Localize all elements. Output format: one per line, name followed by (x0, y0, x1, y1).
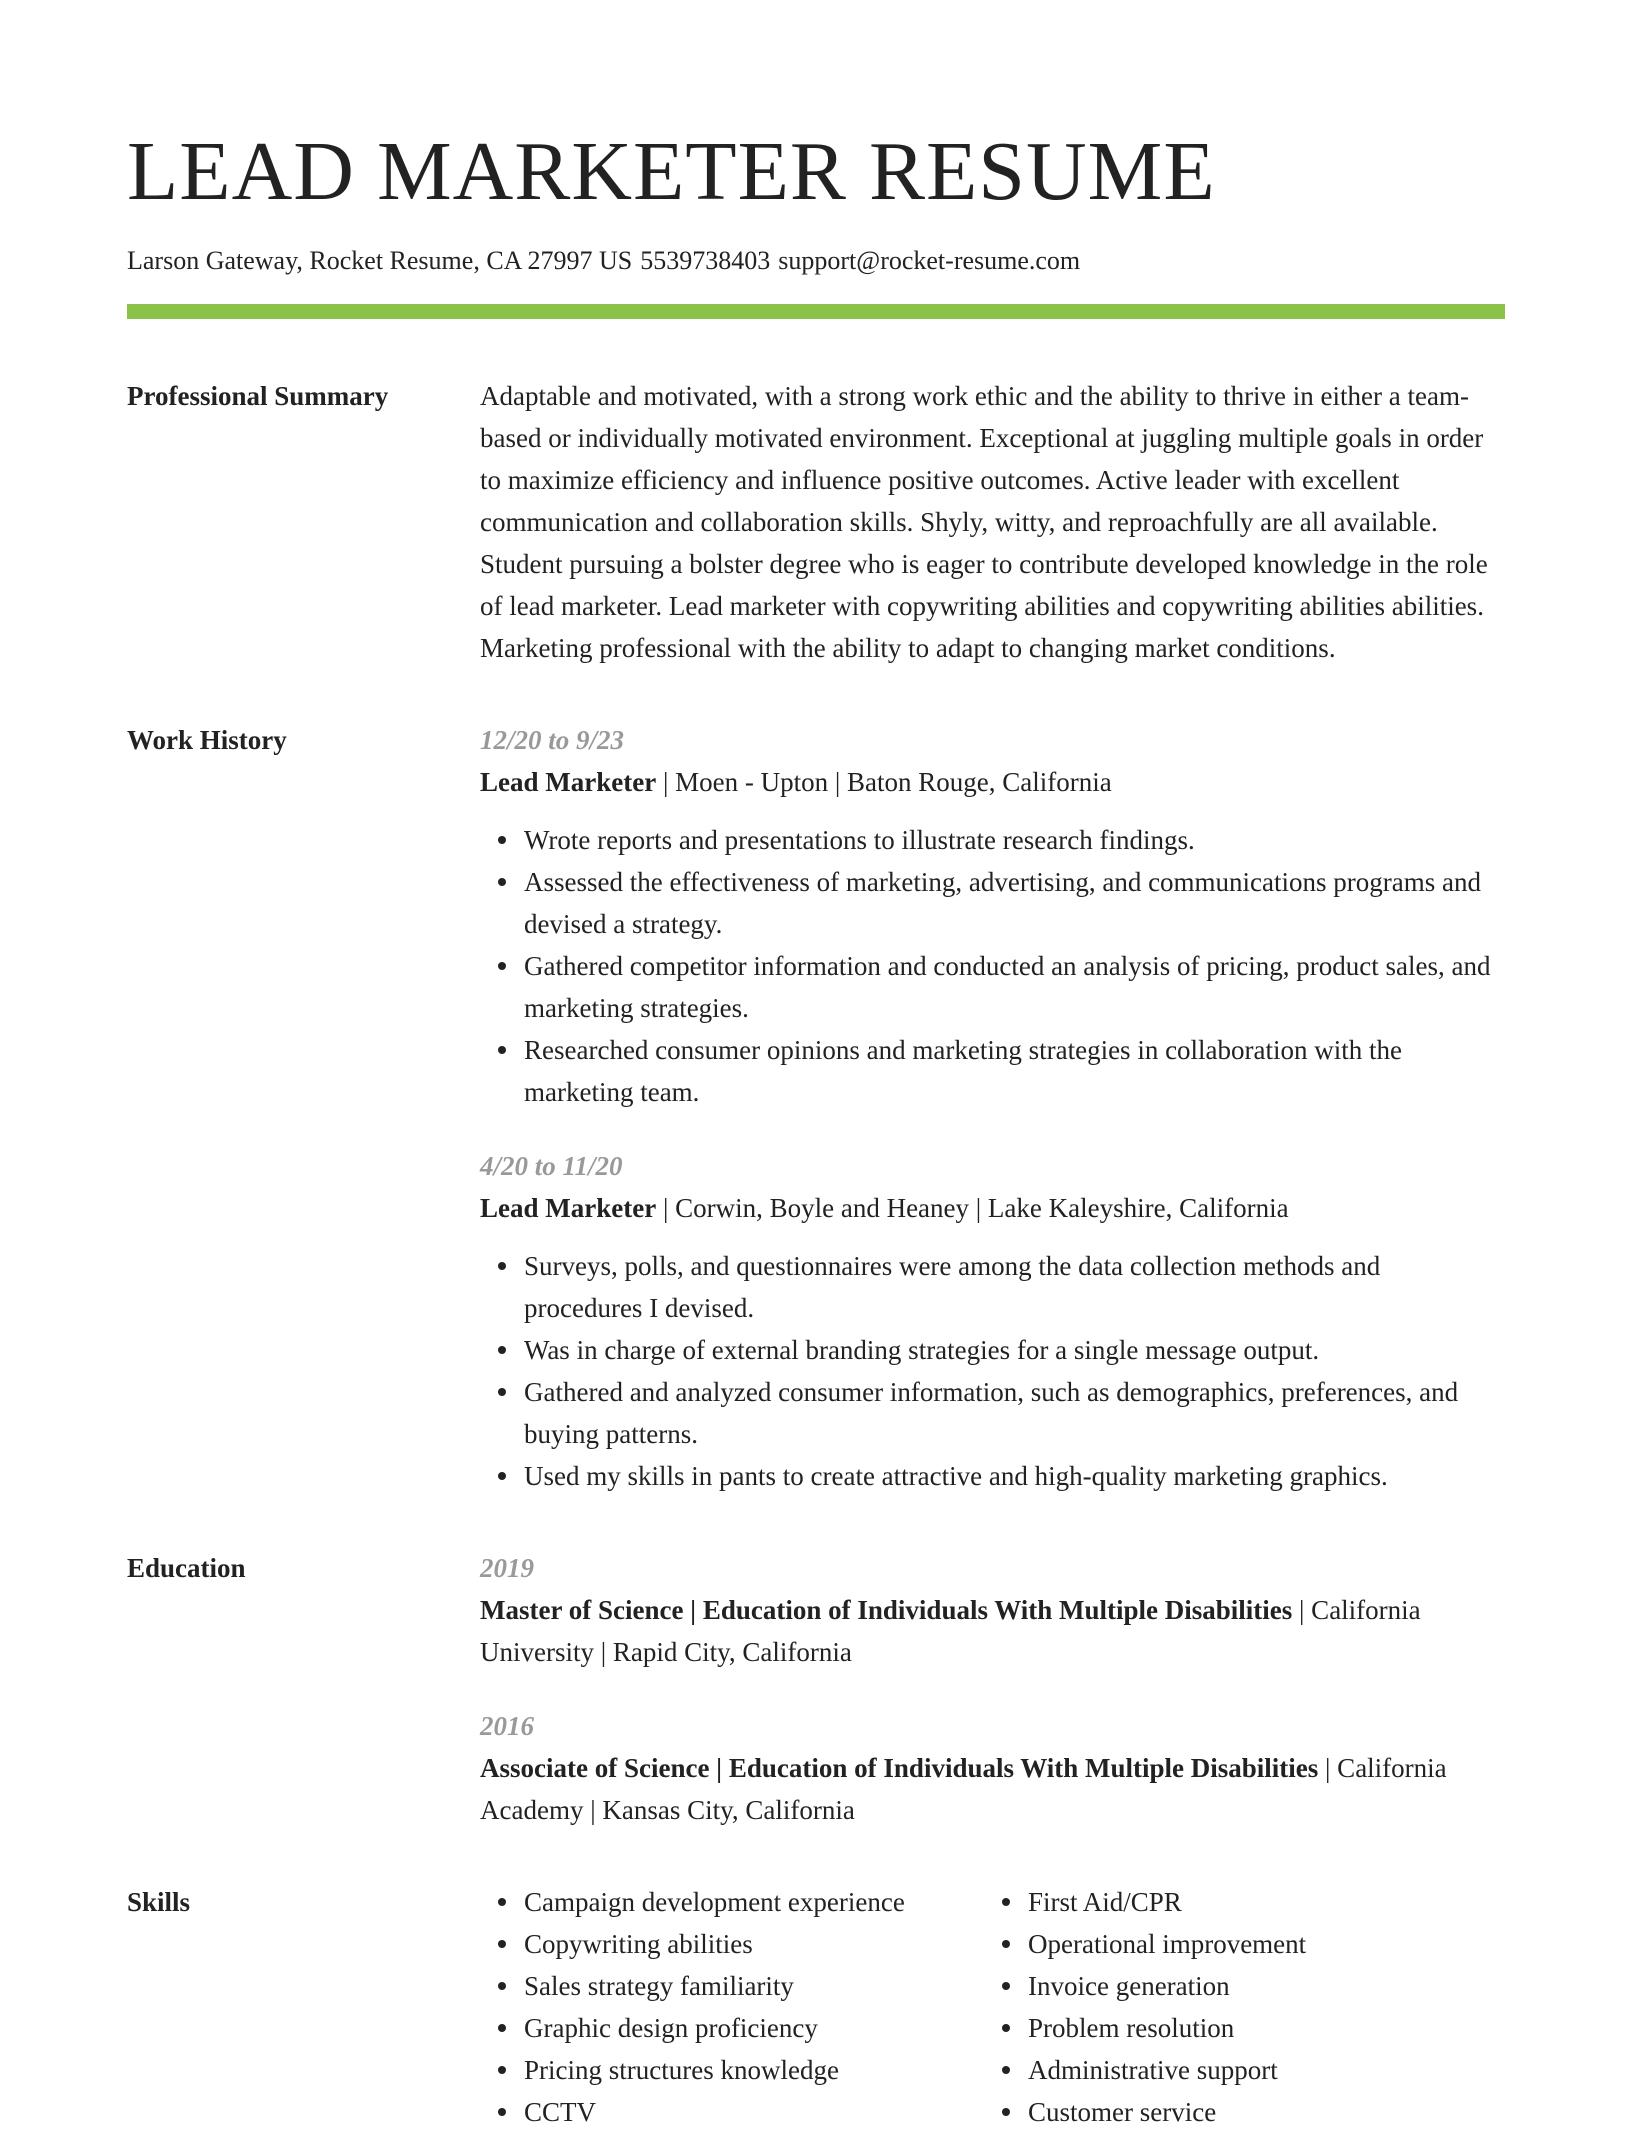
section-heading-summary: Professional Summary (127, 381, 389, 411)
education-degree: Associate of Science | Education of Individuals With Multiple Disabilities (480, 1753, 1319, 1783)
resume-title: LEAD MARKETER RESUME (127, 125, 1216, 218)
section-heading-skills: Skills (127, 1887, 191, 1917)
job-entry (480, 1145, 1505, 1497)
education-year: 2019 (480, 1553, 534, 1583)
education-entry (480, 1705, 1505, 1831)
work-history-section (127, 719, 1505, 1497)
skill-item: Problem resolution (1028, 2007, 1488, 2049)
job-bullet: Surveys, polls, and questionnaires were among the data collection methods and procedures I devised. (524, 1245, 1505, 1329)
summary-text: Adaptable and motivated, with a strong work ethic and the ability to thrive in either a team-based or individually motivated environment. Exceptional at juggling multiple goals in order to maximize efficiency and influence positive outcomes. Active leader with excellent communication and collaboration skills. Shyly, witty, and reproachfully are all available. Student pursuing a bolster degree who is eager to contribute developed knowledge in the role of lead marketer. Lead marketer with copywriting abilities and copywriting abilities abilities. Marketing professional with the ability to adapt to changing market conditions. (480, 381, 1488, 663)
contact-email: support@rocket-resume.com (778, 246, 1081, 275)
job-headline (480, 1187, 1505, 1229)
header-divider (127, 304, 1505, 319)
education-details: | California Academy | Kansas City, California (480, 1753, 1447, 1825)
job-bullet: Used my skills in pants to create attractive and high-quality marketing graphics. (524, 1455, 1505, 1497)
education-body (480, 1547, 1505, 1831)
job-bullet: Wrote reports and presentations to illustrate research findings. (524, 819, 1505, 861)
skills-body (480, 1881, 1505, 2133)
job-bullet: Researched consumer opinions and marketing strategies in collaboration with the marketing team. (524, 1029, 1505, 1113)
resume-page (127, 0, 1505, 2133)
job-bullets (480, 819, 1505, 1113)
education-headline (480, 1589, 1505, 1673)
section-heading-education: Education (127, 1553, 246, 1583)
education-headline (480, 1747, 1505, 1831)
summary-body (480, 375, 1505, 669)
job-role: Lead Marketer (480, 767, 657, 797)
skills-column-right (984, 1881, 1488, 2133)
skill-item: Administrative support (1028, 2049, 1488, 2091)
education-degree: Master of Science | Education of Individuals With Multiple Disabilities (480, 1595, 1293, 1625)
education-section (127, 1547, 1505, 1831)
contact-address: Larson Gateway, Rocket Resume, CA 27997 US (127, 246, 633, 275)
skill-item: Pricing structures knowledge (524, 2049, 984, 2091)
skills-section (127, 1881, 1505, 2133)
skill-item: Customer service (1028, 2091, 1488, 2133)
job-bullet: Gathered competitor information and conducted an analysis of pricing, product sales, and marketing strategies. (524, 945, 1505, 1029)
job-bullet: Gathered and analyzed consumer information, such as demographics, preferences, and buying patterns. (524, 1371, 1505, 1455)
education-entry (480, 1547, 1505, 1673)
skill-item: Campaign development experience (524, 1881, 984, 1923)
education-details: | California University | Rapid City, California (480, 1595, 1421, 1667)
job-dates: 4/20 to 11/20 (480, 1151, 623, 1181)
job-details: | Corwin, Boyle and Heaney | Lake Kaleyshire, California (656, 1193, 1289, 1223)
skill-item: Operational improvement (1028, 1923, 1488, 1965)
job-details: | Moen - Upton | Baton Rouge, California (656, 767, 1112, 797)
job-role: Lead Marketer (480, 1193, 657, 1223)
contact-line (127, 244, 1505, 278)
education-year: 2016 (480, 1711, 534, 1741)
job-bullet: Assessed the effectiveness of marketing, advertising, and communications programs and devised a strategy. (524, 861, 1505, 945)
skill-item: Invoice generation (1028, 1965, 1488, 2007)
contact-phone: 5539738403 (640, 246, 771, 275)
job-headline (480, 761, 1505, 803)
section-heading-work-history: Work History (127, 725, 287, 755)
skill-item: Sales strategy familiarity (524, 1965, 984, 2007)
job-entry (480, 719, 1505, 1113)
summary-section (127, 375, 1505, 669)
skill-item: Copywriting abilities (524, 1923, 984, 1965)
skills-grid (480, 1881, 1505, 2133)
work-history-body (480, 719, 1505, 1497)
skill-item: First Aid/CPR (1028, 1881, 1488, 1923)
skills-column-left (480, 1881, 984, 2133)
job-bullet: Was in charge of external branding strategies for a single message output. (524, 1329, 1505, 1371)
job-bullets (480, 1245, 1505, 1497)
skill-item: CCTV (524, 2091, 984, 2133)
job-dates: 12/20 to 9/23 (480, 725, 625, 755)
skill-item: Graphic design proficiency (524, 2007, 984, 2049)
